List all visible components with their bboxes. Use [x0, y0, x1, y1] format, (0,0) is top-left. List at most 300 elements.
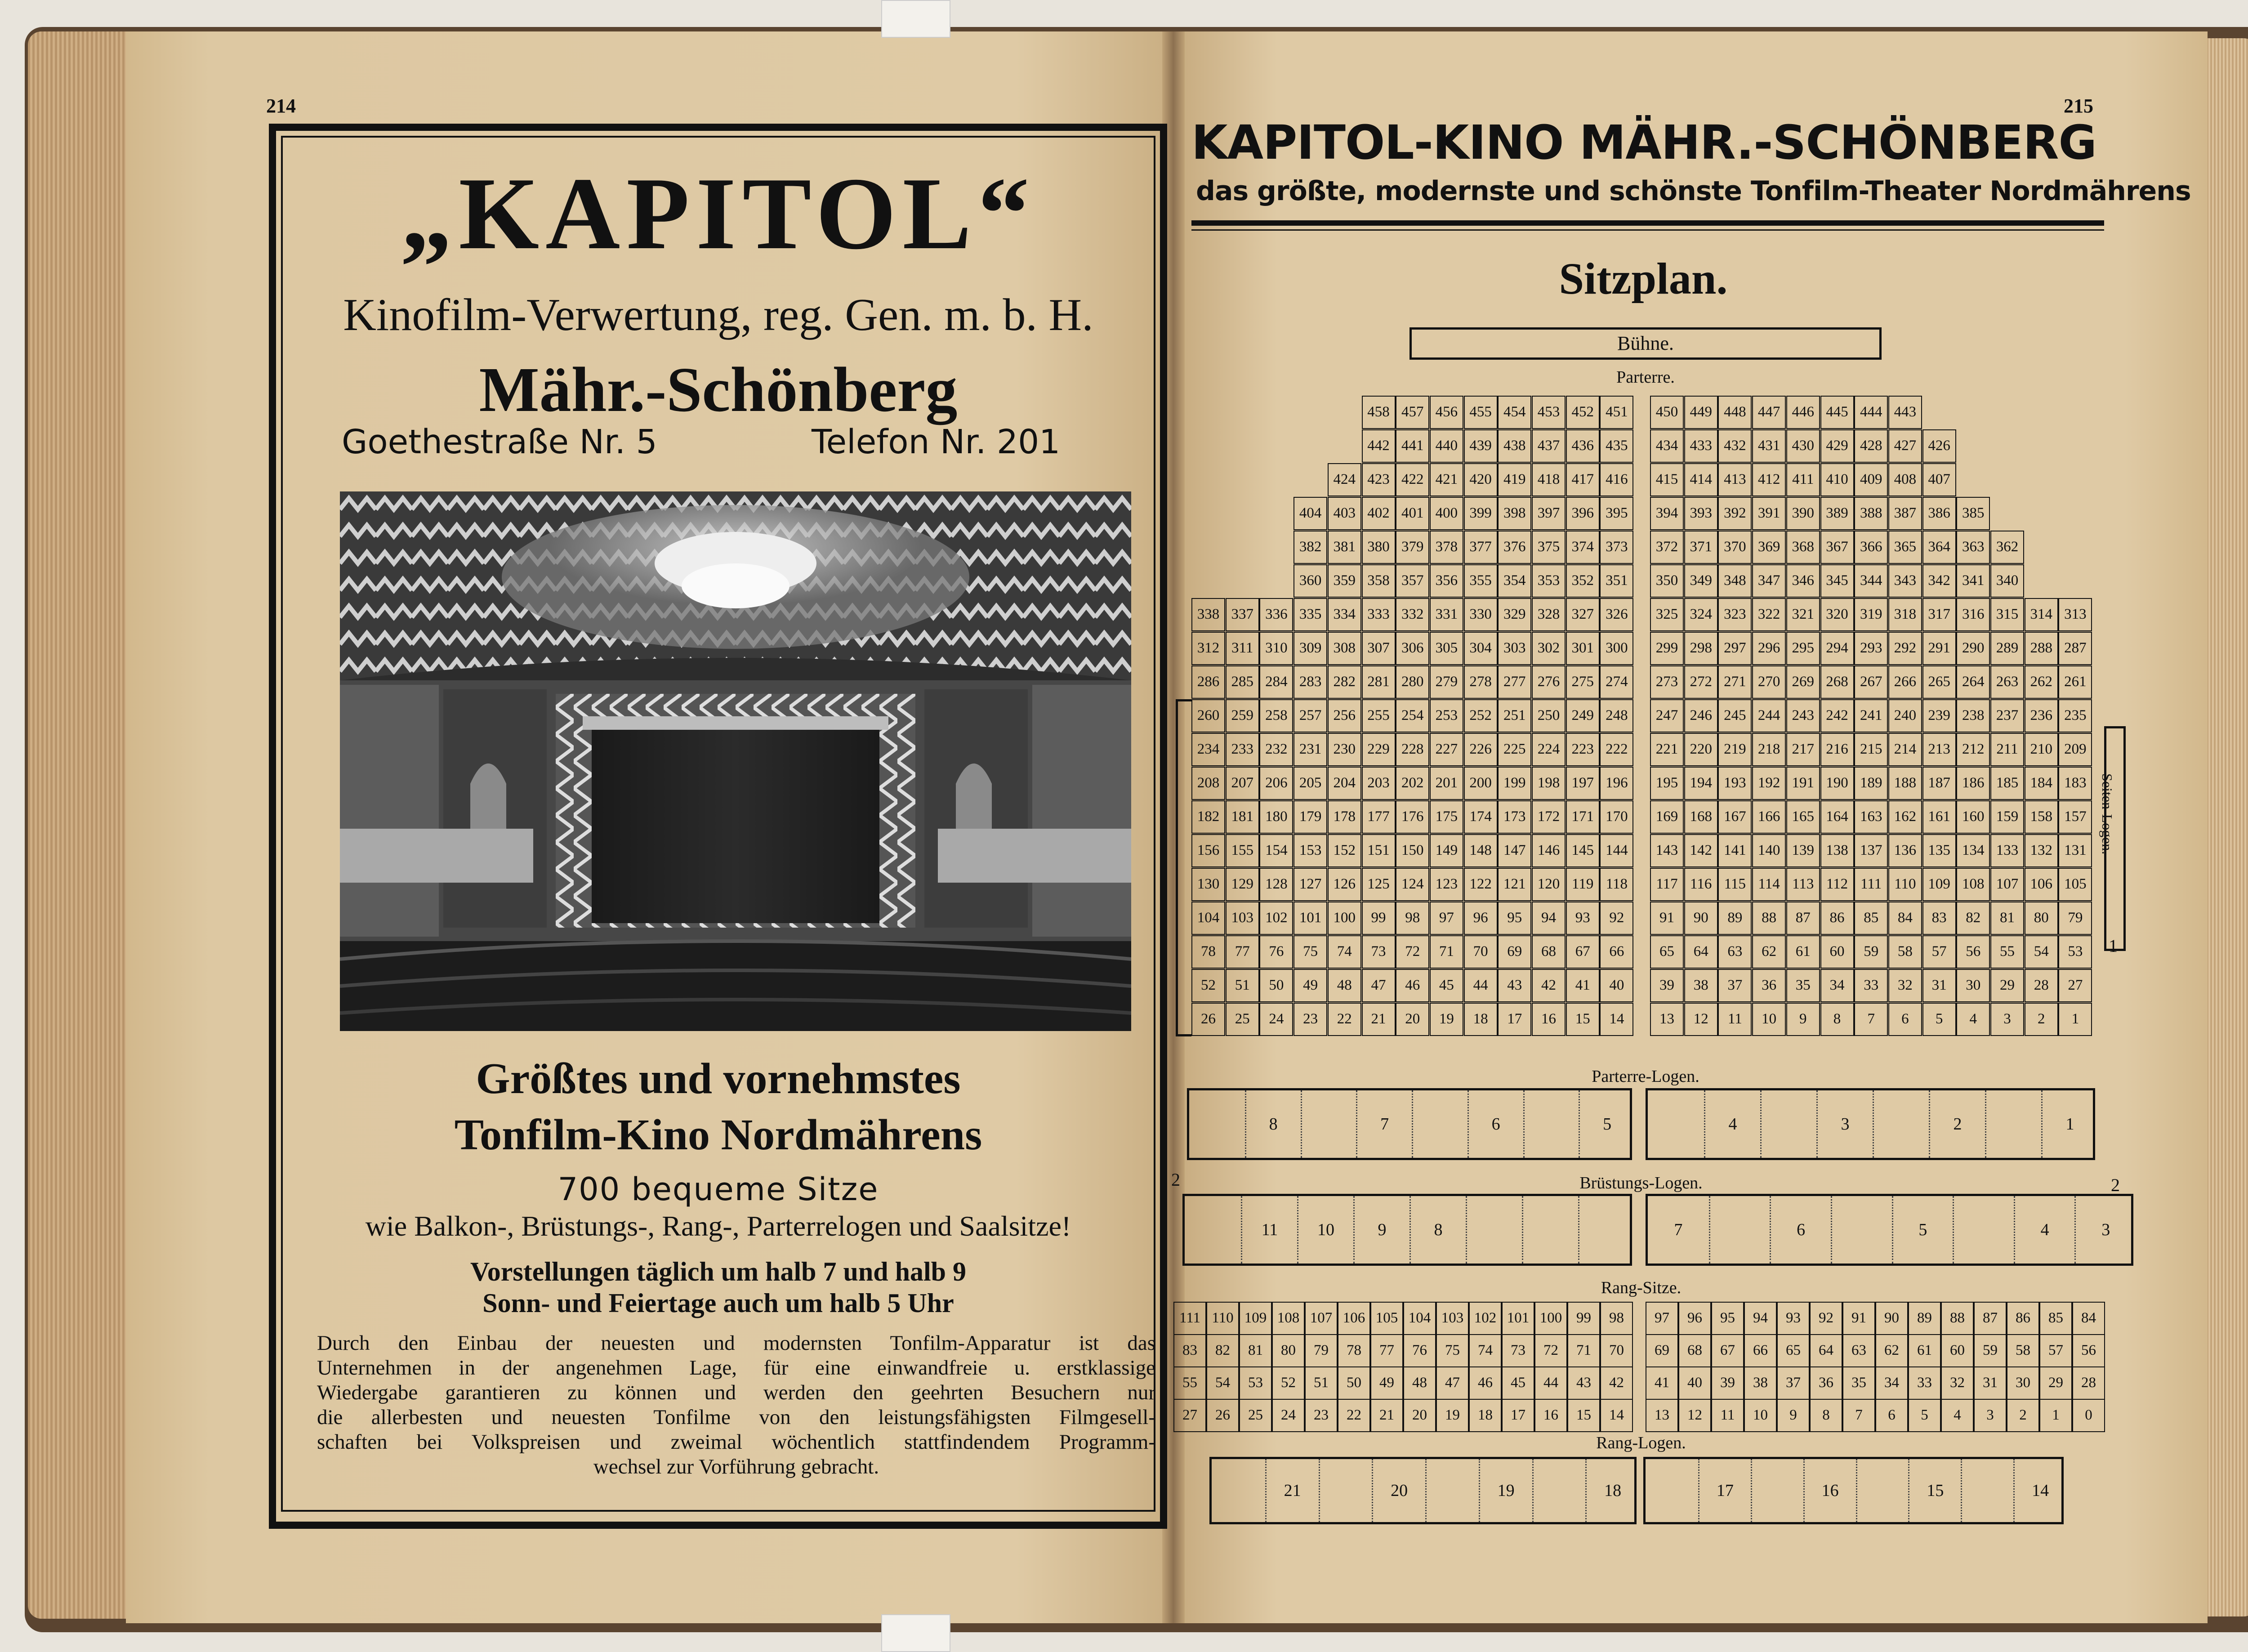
seat: 43 — [1498, 969, 1531, 1002]
seat: 103 — [1226, 902, 1259, 935]
seat: 306 — [1396, 632, 1429, 665]
ad-city: Mähr.-Schönberg — [479, 354, 958, 425]
seat: 28 — [2025, 969, 2058, 1002]
seat: 105 — [1370, 1302, 1403, 1335]
seat: 145 — [1566, 834, 1600, 867]
seat: 81 — [1990, 902, 2024, 935]
seat: 100 — [1328, 902, 1361, 935]
seat: 245 — [1718, 699, 1752, 732]
seat: 304 — [1464, 632, 1498, 665]
seat: 107 — [1990, 868, 2024, 901]
seat: 310 — [1259, 632, 1293, 665]
seat: 75 — [1436, 1334, 1469, 1367]
seat: 15 — [1567, 1399, 1600, 1432]
seat: 313 — [2058, 598, 2092, 631]
seat: 326 — [1600, 598, 1633, 631]
seat: 368 — [1786, 531, 1820, 564]
seat: 342 — [1922, 564, 1956, 598]
seat: 139 — [1786, 834, 1820, 867]
seat: 75 — [1293, 935, 1327, 969]
seat: 163 — [1854, 800, 1888, 834]
seat: 95 — [1498, 902, 1531, 935]
box-cell — [1522, 1196, 1578, 1264]
seat: 7 — [1854, 1003, 1888, 1036]
ad-seat-types: wie Balkon-, Brüstungs-, Rang-, Parterrelogen und Saalsitze! — [365, 1210, 1071, 1242]
seat: 411 — [1786, 463, 1820, 496]
seat: 14 — [1600, 1399, 1633, 1432]
seat: 37 — [1777, 1366, 1810, 1400]
seat: 35 — [1786, 969, 1820, 1002]
seat: 337 — [1226, 598, 1259, 631]
box-cell — [1578, 1196, 1634, 1264]
seat: 293 — [1854, 632, 1888, 665]
title-rule-thin — [1191, 229, 2104, 231]
seat: 55 — [1173, 1366, 1206, 1400]
box-cell — [1648, 1090, 1704, 1158]
box-cell: 10 — [1297, 1196, 1353, 1264]
seat: 443 — [1888, 396, 1922, 429]
seat: 65 — [1650, 935, 1684, 969]
seat: 21 — [1370, 1399, 1403, 1432]
seat: 419 — [1498, 463, 1531, 496]
box-row — [1646, 1194, 2133, 1266]
seating-plan-title: Sitzplan. — [1559, 254, 1728, 304]
seat: 144 — [1600, 834, 1633, 867]
ad-paragraph-line: wechsel zur Vorführung gebracht. — [593, 1455, 879, 1478]
seat: 237 — [1990, 699, 2024, 732]
seat: 280 — [1396, 665, 1429, 699]
seat: 74 — [1328, 935, 1361, 969]
seat: 392 — [1718, 497, 1752, 530]
seat: 386 — [1922, 497, 1956, 530]
seat: 312 — [1191, 632, 1225, 665]
box-cell: 5 — [1892, 1196, 1953, 1264]
seat: 46 — [1396, 969, 1429, 1002]
seat: 262 — [2025, 665, 2058, 699]
seat: 288 — [2025, 632, 2058, 665]
seat: 108 — [1956, 868, 1990, 901]
seat: 279 — [1430, 665, 1463, 699]
seat: 133 — [1990, 834, 2024, 867]
seat: 302 — [1532, 632, 1566, 665]
seat: 376 — [1498, 531, 1531, 564]
seat: 449 — [1684, 396, 1718, 429]
seat: 60 — [1820, 935, 1854, 969]
seat: 454 — [1498, 396, 1531, 429]
box-cell — [1425, 1459, 1479, 1522]
seat: 44 — [1464, 969, 1498, 1002]
seat: 177 — [1362, 800, 1396, 834]
seat: 324 — [1684, 598, 1718, 631]
seat: 11 — [1718, 1003, 1752, 1036]
seat: 456 — [1430, 396, 1463, 429]
seat: 285 — [1226, 665, 1259, 699]
seat: 102 — [1259, 902, 1293, 935]
page-number-right: 215 — [2064, 95, 2093, 117]
seat: 385 — [1956, 497, 1990, 530]
seat: 40 — [1600, 969, 1633, 1002]
seat: 389 — [1820, 497, 1854, 530]
seat: 130 — [1191, 868, 1225, 901]
seat: 195 — [1650, 767, 1684, 800]
seat: 172 — [1532, 800, 1566, 834]
seat: 407 — [1922, 463, 1956, 496]
seat: 301 — [1566, 632, 1600, 665]
seat: 51 — [1305, 1366, 1338, 1400]
seat: 29 — [2039, 1366, 2072, 1400]
ad-showtimes-holiday: Sonn- und Feiertage auch um halb 5 Uhr — [482, 1288, 954, 1318]
seat: 10 — [1752, 1003, 1786, 1036]
seat: 186 — [1956, 767, 1990, 800]
seat: 116 — [1684, 868, 1718, 901]
box-cell: 18 — [1585, 1459, 1639, 1522]
seat: 328 — [1532, 598, 1566, 631]
seat: 107 — [1305, 1302, 1338, 1335]
seat: 248 — [1600, 699, 1633, 732]
seat: 225 — [1498, 733, 1531, 766]
seat: 94 — [1744, 1302, 1777, 1335]
seat: 42 — [1532, 969, 1566, 1002]
seat: 45 — [1430, 969, 1463, 1002]
seat: 217 — [1786, 733, 1820, 766]
seat: 66 — [1600, 935, 1633, 969]
seat: 330 — [1464, 598, 1498, 631]
seat: 160 — [1956, 800, 1990, 834]
seat: 202 — [1396, 767, 1429, 800]
seat: 409 — [1854, 463, 1888, 496]
box-cell — [1760, 1090, 1816, 1158]
seat: 412 — [1752, 463, 1786, 496]
seat: 429 — [1820, 429, 1854, 463]
seat: 52 — [1272, 1366, 1305, 1400]
seat: 247 — [1650, 699, 1684, 732]
box-cell: 6 — [1770, 1196, 1831, 1264]
seat: 31 — [1922, 969, 1956, 1002]
seat: 298 — [1684, 632, 1718, 665]
box-cell — [1856, 1459, 1909, 1522]
seat: 253 — [1430, 699, 1463, 732]
seat: 367 — [1820, 531, 1854, 564]
seat: 47 — [1362, 969, 1396, 1002]
seat: 159 — [1990, 800, 2024, 834]
seat: 404 — [1293, 497, 1327, 530]
box-row — [1643, 1457, 2064, 1524]
seat: 198 — [1532, 767, 1566, 800]
seat: 252 — [1464, 699, 1498, 732]
seat: 181 — [1226, 800, 1259, 834]
seat: 161 — [1922, 800, 1956, 834]
seat: 6 — [1888, 1003, 1922, 1036]
seat: 45 — [1502, 1366, 1534, 1400]
box-cell: 17 — [1698, 1459, 1751, 1522]
box-row — [1209, 1457, 1637, 1524]
seat: 94 — [1532, 902, 1566, 935]
seat: 398 — [1498, 497, 1531, 530]
parterre-side-rail — [1176, 699, 1191, 1036]
seat: 124 — [1396, 868, 1429, 901]
seat: 303 — [1498, 632, 1531, 665]
box-cell: 8 — [1245, 1090, 1301, 1158]
seat: 91 — [1842, 1302, 1875, 1335]
seat: 36 — [1810, 1366, 1842, 1400]
seat: 13 — [1646, 1399, 1678, 1432]
seat: 19 — [1436, 1399, 1469, 1432]
seat: 23 — [1305, 1399, 1338, 1432]
seat: 17 — [1498, 1003, 1531, 1036]
seat: 338 — [1191, 598, 1225, 631]
seat: 73 — [1362, 935, 1396, 969]
seat: 55 — [1990, 935, 2024, 969]
box-cell: 11 — [1241, 1196, 1297, 1264]
box-cell — [1532, 1459, 1586, 1522]
seat: 447 — [1752, 396, 1786, 429]
seat: 250 — [1532, 699, 1566, 732]
ad-paragraph-line: Wiedergabe garantieren zu können und werden den geehrten Besuchern nur — [317, 1381, 1155, 1404]
seat: 214 — [1888, 733, 1922, 766]
ad-slogan-line1: Größtes und vornehmstes — [476, 1054, 961, 1103]
box-cell — [1831, 1196, 1892, 1264]
seat: 44 — [1534, 1366, 1567, 1400]
seat: 401 — [1396, 497, 1429, 530]
seat: 59 — [1974, 1334, 2007, 1367]
seat: 180 — [1259, 800, 1293, 834]
ad-paragraph-line: die allerbesten und neuesten Tonfilme von den leistungsfähigsten Filmgesell- — [317, 1406, 1155, 1429]
seat: 25 — [1226, 1003, 1259, 1036]
seat: 379 — [1396, 531, 1429, 564]
seat: 32 — [1888, 969, 1922, 1002]
seating-page-subtitle: das größte, modernste und schönste Tonfilm-Theater Nordmährens — [1196, 175, 2191, 207]
seat: 65 — [1777, 1334, 1810, 1367]
seat: 102 — [1469, 1302, 1502, 1335]
seat: 50 — [1259, 969, 1293, 1002]
seat: 24 — [1272, 1399, 1305, 1432]
seat: 259 — [1226, 699, 1259, 732]
seat: 137 — [1854, 834, 1888, 867]
seat: 430 — [1786, 429, 1820, 463]
box-cell — [1709, 1196, 1770, 1264]
seat: 453 — [1532, 396, 1566, 429]
seat: 268 — [1820, 665, 1854, 699]
cinema-interior-photo — [340, 491, 1131, 1031]
seat: 72 — [1534, 1334, 1567, 1367]
seat: 357 — [1396, 564, 1429, 598]
seat: 341 — [1956, 564, 1990, 598]
box-cell: 20 — [1372, 1459, 1425, 1522]
seat: 200 — [1464, 767, 1498, 800]
seat: 331 — [1430, 598, 1463, 631]
seat: 204 — [1328, 767, 1361, 800]
seat: 52 — [1191, 969, 1225, 1002]
seat: 434 — [1650, 429, 1684, 463]
seat: 85 — [1854, 902, 1888, 935]
seat: 86 — [2007, 1302, 2039, 1335]
seat: 352 — [1566, 564, 1600, 598]
seat: 113 — [1786, 868, 1820, 901]
seat: 59 — [1854, 935, 1888, 969]
seat: 156 — [1191, 834, 1225, 867]
seat: 158 — [2025, 800, 2058, 834]
box-cell: 6 — [1467, 1090, 1523, 1158]
seat: 414 — [1684, 463, 1718, 496]
seat: 33 — [1854, 969, 1888, 1002]
seat: 11 — [1711, 1399, 1744, 1432]
seat: 169 — [1650, 800, 1684, 834]
seat: 77 — [1370, 1334, 1403, 1367]
seat: 88 — [1941, 1302, 1974, 1335]
seat: 141 — [1718, 834, 1752, 867]
seat: 205 — [1293, 767, 1327, 800]
seat: 320 — [1820, 598, 1854, 631]
seat: 281 — [1362, 665, 1396, 699]
seat: 17 — [1502, 1399, 1534, 1432]
seat: 80 — [1272, 1334, 1305, 1367]
seat: 227 — [1430, 733, 1463, 766]
box-cell: 7 — [1674, 1220, 1683, 1239]
seat: 24 — [1259, 1003, 1293, 1036]
seat: 174 — [1464, 800, 1498, 834]
seat: 56 — [2072, 1334, 2105, 1367]
seat: 87 — [1974, 1302, 2007, 1335]
seat: 4 — [1941, 1399, 1974, 1432]
seat: 57 — [2039, 1334, 2072, 1367]
seat: 101 — [1502, 1302, 1534, 1335]
seat: 183 — [2058, 767, 2092, 800]
seat: 58 — [2007, 1334, 2039, 1367]
seat: 35 — [1842, 1366, 1875, 1400]
box-cell — [1212, 1459, 1265, 1522]
seat: 238 — [1956, 699, 1990, 732]
seat: 39 — [1650, 969, 1684, 1002]
box-cell — [1466, 1196, 1522, 1264]
seat: 210 — [2025, 733, 2058, 766]
seat: 323 — [1718, 598, 1752, 631]
seat: 232 — [1259, 733, 1293, 766]
seat: 111 — [1173, 1302, 1206, 1335]
balcony-side-number-right: 2 — [2111, 1175, 2120, 1195]
seat: 8 — [1820, 1003, 1854, 1036]
seat: 167 — [1718, 800, 1752, 834]
seat: 84 — [1888, 902, 1922, 935]
seat: 431 — [1752, 429, 1786, 463]
seat: 297 — [1718, 632, 1752, 665]
seat: 136 — [1888, 834, 1922, 867]
seat: 413 — [1718, 463, 1752, 496]
seat: 2 — [2025, 1003, 2058, 1036]
box-cell — [1412, 1090, 1467, 1158]
seat: 31 — [1974, 1366, 2007, 1400]
seat: 201 — [1430, 767, 1463, 800]
seat: 128 — [1259, 868, 1293, 901]
balcony-side-number-left: 2 — [1171, 1170, 1180, 1190]
seat: 97 — [1430, 902, 1463, 935]
seat: 226 — [1464, 733, 1498, 766]
seat: 62 — [1875, 1334, 1908, 1367]
title-rule — [1191, 220, 2104, 226]
seat: 179 — [1293, 800, 1327, 834]
seat: 275 — [1566, 665, 1600, 699]
seat: 122 — [1464, 868, 1498, 901]
seat: 450 — [1650, 396, 1684, 429]
page-number-left: 214 — [266, 95, 296, 117]
seat: 452 — [1566, 396, 1600, 429]
seat: 98 — [1600, 1302, 1633, 1335]
seat: 191 — [1786, 767, 1820, 800]
seat: 29 — [1990, 969, 2024, 1002]
seat: 168 — [1684, 800, 1718, 834]
seat: 18 — [1464, 1003, 1498, 1036]
seat: 64 — [1684, 935, 1718, 969]
seat: 249 — [1566, 699, 1600, 732]
seat: 364 — [1922, 531, 1956, 564]
seat: 381 — [1328, 531, 1361, 564]
seat: 99 — [1567, 1302, 1600, 1335]
seat: 380 — [1362, 531, 1396, 564]
seat: 234 — [1191, 733, 1225, 766]
seat: 101 — [1293, 902, 1327, 935]
seat: 289 — [1990, 632, 2024, 665]
seat: 375 — [1532, 531, 1566, 564]
seat: 48 — [1328, 969, 1361, 1002]
seat: 71 — [1430, 935, 1463, 969]
seat: 147 — [1498, 834, 1531, 867]
seat: 196 — [1600, 767, 1633, 800]
box-row — [1646, 1088, 2095, 1160]
seat: 114 — [1752, 868, 1786, 901]
seat: 192 — [1752, 767, 1786, 800]
seat: 270 — [1752, 665, 1786, 699]
seat: 292 — [1888, 632, 1922, 665]
seat: 162 — [1888, 800, 1922, 834]
seat: 193 — [1718, 767, 1752, 800]
seat: 7 — [1842, 1399, 1875, 1432]
seat: 132 — [2025, 834, 2058, 867]
seat: 56 — [1956, 935, 1990, 969]
seat: 49 — [1370, 1366, 1403, 1400]
seat: 171 — [1566, 800, 1600, 834]
seat: 9 — [1777, 1399, 1810, 1432]
box-cell: 4 — [1704, 1090, 1760, 1158]
seat: 20 — [1396, 1003, 1429, 1036]
seat: 48 — [1403, 1366, 1436, 1400]
ad-paragraph-line: Unternehmen in der angenehmen Lage, für eine einwandfreie u. erstklassige — [317, 1356, 1155, 1380]
seat: 286 — [1191, 665, 1225, 699]
seat: 318 — [1888, 598, 1922, 631]
seat: 255 — [1362, 699, 1396, 732]
seat: 365 — [1888, 531, 1922, 564]
seat: 60 — [1941, 1334, 1974, 1367]
seat: 83 — [1173, 1334, 1206, 1367]
seat: 106 — [2025, 868, 2058, 901]
seat: 228 — [1396, 733, 1429, 766]
seat: 166 — [1752, 800, 1786, 834]
seat: 423 — [1362, 463, 1396, 496]
seat: 62 — [1752, 935, 1786, 969]
seat: 353 — [1532, 564, 1566, 598]
box-row — [1182, 1194, 1632, 1266]
box-cell: 21 — [1265, 1459, 1319, 1522]
seat: 64 — [1810, 1334, 1842, 1367]
seat: 152 — [1328, 834, 1361, 867]
seat: 203 — [1362, 767, 1396, 800]
seat: 68 — [1678, 1334, 1711, 1367]
seat: 427 — [1888, 429, 1922, 463]
seat: 54 — [1206, 1366, 1239, 1400]
seat: 165 — [1786, 800, 1820, 834]
page-clip-bottom — [881, 1614, 950, 1652]
seat: 325 — [1650, 598, 1684, 631]
seat: 26 — [1191, 1003, 1225, 1036]
seat: 346 — [1786, 564, 1820, 598]
